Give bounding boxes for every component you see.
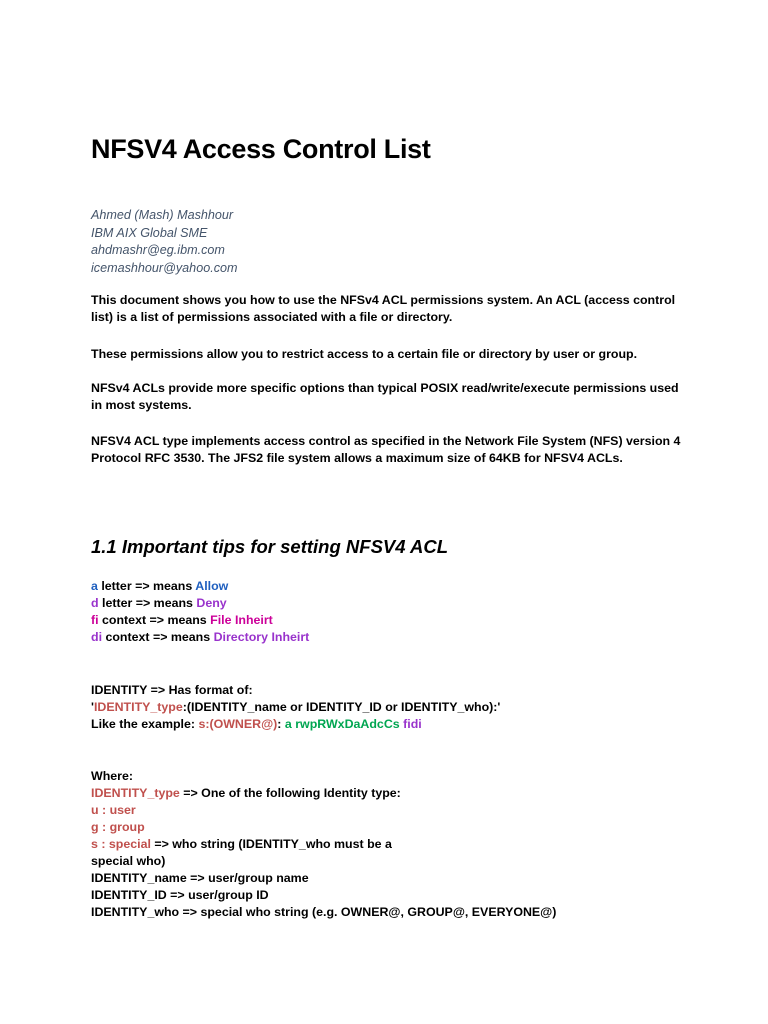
legend-value: Allow <box>195 579 229 593</box>
where-identity-type <box>91 785 556 802</box>
example-owner: s:(OWNER@) <box>198 717 278 731</box>
legend-text: letter => means <box>98 596 197 610</box>
author-name: Ahmed (Mash) Mashhour <box>91 208 234 222</box>
where-special-text: => who string (IDENTITY_who must be a <box>150 837 392 851</box>
author-role: IBM AIX Global SME <box>91 225 208 240</box>
intro-paragraph-3: NFSv4 ACLs provide more specific options than typical POSIX read/write/execute permissions used in most systems. <box>91 381 679 413</box>
where-special-key: s : special <box>91 837 151 851</box>
quote-mark: ' <box>91 700 94 714</box>
identity-example <box>91 716 500 733</box>
example-permissions: rwpRWxDaAdcCs <box>295 717 400 731</box>
legend-code: d <box>91 596 99 610</box>
example-allow: a <box>284 717 292 731</box>
identity-format <box>91 682 500 733</box>
where-type-key: IDENTITY_type <box>91 786 180 800</box>
legend-value: Deny <box>196 596 227 610</box>
example-colon: : <box>277 717 285 731</box>
where-identity-name: IDENTITY_name => user/group name <box>91 871 309 885</box>
legend-value: Directory Inheirt <box>213 630 310 644</box>
legend-item-file-inherit <box>91 612 309 629</box>
legend-code: fi <box>91 613 99 627</box>
identity-format-pattern <box>91 699 500 716</box>
author-email-yahoo: icemashhour@yahoo.com <box>91 260 238 275</box>
legend-text: context => means <box>98 613 211 627</box>
intro-paragraph-2: These permissions allow you to restrict access to a certain file or directory by user or group. <box>91 347 638 361</box>
where-special-cont: special who) <box>91 854 166 868</box>
legend-text: letter => means <box>97 579 196 593</box>
where-identity-who: IDENTITY_who => special who string (e.g. OWNER@, GROUP@, EVERYONE@) <box>91 905 557 919</box>
where-label: Where: <box>91 769 133 783</box>
where-user: u : user <box>91 803 136 817</box>
where-special <box>91 836 556 853</box>
where-identity-id: IDENTITY_ID => user/group ID <box>91 888 269 902</box>
legend-item-directory-inherit <box>91 629 309 646</box>
identity-type-token: IDENTITY_type <box>93 700 183 714</box>
legend-value: File Inheirt <box>210 613 273 627</box>
legend-text: context => means <box>102 630 214 644</box>
identity-format-line: IDENTITY => Has format of: <box>91 683 253 697</box>
example-inherit: fidi <box>403 717 422 731</box>
legend-code: di <box>91 630 103 644</box>
where-group: g : group <box>91 820 145 834</box>
legend-code: a <box>91 579 98 593</box>
document-title: NFSV4 Access Control List <box>91 134 431 164</box>
legend-item-allow <box>91 578 309 595</box>
intro-paragraph-4: NFSV4 ACL type implements access control as specified in the Network File System (NFS) version 4 Protocol RFC 3530. The JFS2 file system allows a maximum size of 64KB for NFSV4 ACLs. <box>91 434 681 466</box>
where-block <box>91 768 556 921</box>
author-email-ibm: ahdmashr@eg.ibm.com <box>91 243 225 257</box>
author-block <box>91 207 238 277</box>
example-label: Like the example: <box>91 717 199 731</box>
identity-format-rest: :(IDENTITY_name or IDENTITY_ID or IDENTITY_who):' <box>182 700 501 714</box>
where-type-text: => One of the following Identity type: <box>179 786 401 800</box>
section-heading: 1.1 Important tips for setting NFSV4 ACL <box>91 536 449 557</box>
letter-legend <box>91 578 309 646</box>
legend-item-deny <box>91 595 309 612</box>
intro-paragraph-1: This document shows you how to use the NFSv4 ACL permissions system. An ACL (access control list) is a list of permissions associated with a file or directory. <box>91 293 676 325</box>
